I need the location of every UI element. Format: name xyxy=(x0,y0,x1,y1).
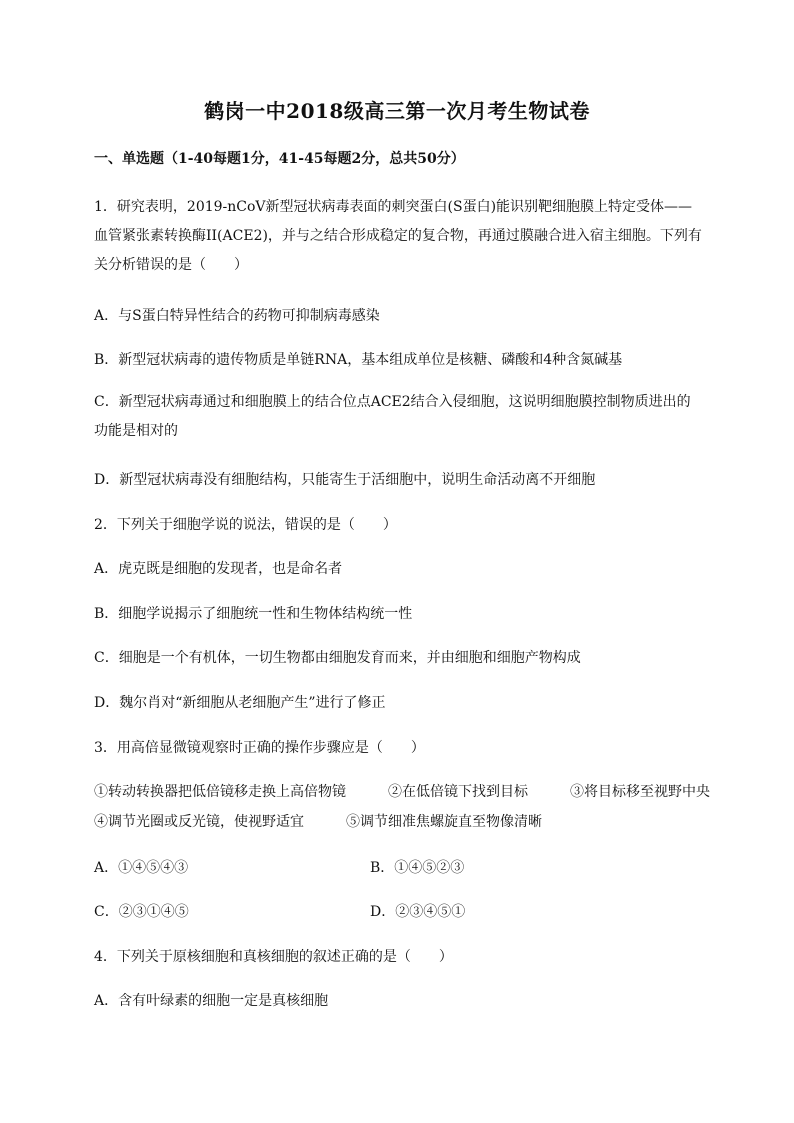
question-3-option-c: C．②③①④⑤ xyxy=(94,904,189,920)
exam-title: 鹤岗一中2018级高三第一次月考生物试卷 xyxy=(204,99,590,123)
question-1-option-a: A．与S蛋白特异性结合的药物可抑制病毒感染 xyxy=(94,308,380,324)
question-3-option-b: B．①④⑤②③ xyxy=(370,860,465,876)
question-3-option-d: D．②③④⑤① xyxy=(370,904,466,920)
question-2-option-b: B．细胞学说揭示了细胞统一性和生物体结构统一性 xyxy=(94,606,413,622)
question-4-stem: 4．下列关于原核细胞和真核细胞的叙述正确的是（ ） xyxy=(94,949,453,965)
question-2-stem: 2．下列关于细胞学说的说法，错误的是（ ） xyxy=(94,517,397,533)
question-1-option-c: C．新型冠状病毒通过和细胞膜上的结合位点ACE2结合入侵细胞，这说明细胞膜控制物质进出的功能是相对的 xyxy=(94,394,691,439)
question-1-option-b: B．新型冠状病毒的遗传物质是单链RNA，基本组成单位是核糖、磷酸和4种含氮碱基 xyxy=(94,352,623,368)
question-3-steps-line-2: ④调节光圈或反光镜，使视野适宜 ⑤调节细准焦螺旋直至物像清晰 xyxy=(94,814,542,830)
question-3-steps-line-1: ①转动转换器把低倍镜移走换上高倍物镜 ②在低倍镜下找到目标 ③将目标移至视野中央 xyxy=(94,784,710,800)
question-2-option-a: A．虎克既是细胞的发现者，也是命名者 xyxy=(94,561,343,577)
question-1-stem: 1．研究表明，2019-nCoV新型冠状病毒表面的刺突蛋白(S蛋白)能识别靶细胞膜上特定受体——血管紧张素转换酶II(ACE2)，并与之结合形成稳定的复合物，再通过膜融合进入宿主细胞。下列有关分析错误的是（ ） xyxy=(94,199,702,273)
question-2-option-c: C．细胞是一个有机体，一切生物都由细胞发育而来，并由细胞和细胞产物构成 xyxy=(94,650,581,666)
question-3-option-a: A．①④⑤④③ xyxy=(94,860,189,876)
question-4-option-a: A．含有叶绿素的细胞一定是真核细胞 xyxy=(94,993,329,1009)
question-1-option-d: D．新型冠状病毒没有细胞结构，只能寄生于活细胞中，说明生命活动离不开细胞 xyxy=(94,472,596,488)
question-3-stem: 3．用高倍显微镜观察时正确的操作步骤应是（ ） xyxy=(94,740,425,756)
question-2-option-d: D．魏尔肖对“新细胞从老细胞产生”进行了修正 xyxy=(94,695,386,711)
section-heading: 一、单选题（1-40每题1分，41-45每题2分，总共50分） xyxy=(94,151,465,167)
